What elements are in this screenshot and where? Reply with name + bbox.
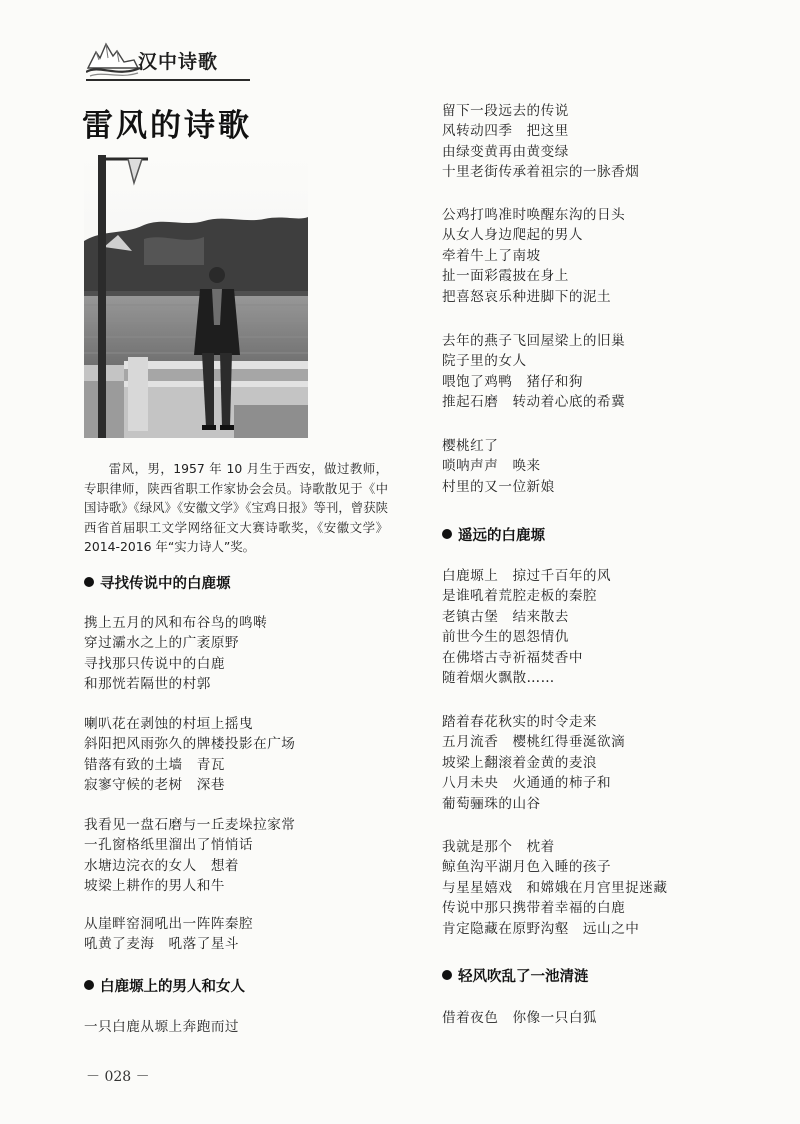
stanza bbox=[442, 331, 625, 413]
section-title: 遥远的白鹿塬 bbox=[458, 528, 545, 544]
stanza bbox=[442, 566, 611, 688]
poem-line: 从女人身边爬起的男人 bbox=[442, 227, 583, 244]
poem-line: 留下一段远去的传说 bbox=[442, 103, 569, 119]
poem-line: 老镇古堡 结来散去 bbox=[442, 608, 569, 625]
poem-line: 推起石磨 转动着心底的希冀 bbox=[442, 394, 626, 411]
column-title: 汉中诗歌 bbox=[138, 51, 219, 73]
author-bio: 雷风，男，1957 年 10 月生于西安，做过教师，专职律师，陕西省职工作家协会会员。诗歌散见于《中国诗歌》《绿风》《安徽文学》《宝鸡日报》等刊，曾获陕西省首届职工文学网络征文大赛诗歌奖，《安徽文学》2014-2016 年“实力诗人”奖。 bbox=[84, 461, 388, 554]
poem-line: 寻找那只传说中的白鹿 bbox=[84, 655, 225, 672]
stanza bbox=[442, 712, 625, 814]
poem-line: 坡梁上耕作的男人和牛 bbox=[84, 878, 225, 895]
stanza bbox=[84, 613, 267, 695]
poem-line: 喇叭花在剥蚀的村垣上摇曳 bbox=[84, 716, 254, 732]
section-title: 寻找传说中的白鹿塬 bbox=[100, 576, 231, 592]
poem-line: 随着烟火飘散…… bbox=[442, 669, 555, 686]
poem-line: 樱桃红了 bbox=[442, 438, 499, 454]
bullet-dot-icon bbox=[84, 577, 94, 587]
stanza bbox=[442, 436, 555, 497]
poem-line: 村里的又一位新娘 bbox=[442, 478, 555, 495]
poem-line: 十里老街传承着祖宗的一脉香烟 bbox=[442, 164, 640, 181]
poem-line: 借着夜色 你像一只白狐 bbox=[442, 1010, 598, 1026]
poem-line: 五月流香 樱桃红得垂涎欲滴 bbox=[442, 734, 626, 751]
poem-line: 坡梁上翻滚着金黄的麦浪 bbox=[442, 754, 598, 771]
poem-line: 踏着春花秋实的时令走来 bbox=[442, 714, 598, 730]
poem-line: 一只白鹿从塬上奔跑而过 bbox=[84, 1019, 240, 1035]
section-heading bbox=[442, 965, 589, 986]
section-heading bbox=[442, 524, 545, 545]
poem-line: 吼黄了麦海 吼落了星斗 bbox=[84, 936, 240, 953]
section-heading bbox=[84, 975, 245, 996]
poem-line: 一孔窗格纸里溜出了悄悄话 bbox=[84, 837, 254, 854]
poem-line: 从崖畔窑洞吼出一阵阵秦腔 bbox=[84, 916, 254, 932]
stanza bbox=[442, 1008, 597, 1028]
poem-line: 穿过灞水之上的广袤原野 bbox=[84, 635, 240, 652]
poem-line: 和那恍若隔世的村郭 bbox=[84, 676, 211, 693]
stanza bbox=[84, 815, 295, 897]
section-title: 轻风吹乱了一池清涟 bbox=[458, 969, 589, 985]
poem-line: 院子里的女人 bbox=[442, 353, 527, 370]
stanza bbox=[84, 1017, 239, 1037]
poem-line: 携上五月的风和布谷鸟的鸣啭 bbox=[84, 615, 268, 631]
poem-line: 唢呐声声 唤来 bbox=[442, 458, 541, 475]
stanza bbox=[84, 914, 253, 955]
mountain-logo-icon bbox=[86, 38, 140, 78]
bullet-dot-icon bbox=[442, 529, 452, 539]
poem-line: 公鸡打鸣准时唤醒东沟的日头 bbox=[442, 207, 626, 223]
poem-line: 葡萄骊珠的山谷 bbox=[442, 795, 541, 812]
page-title: 雷风的诗歌 bbox=[82, 108, 252, 144]
stanza bbox=[442, 101, 639, 183]
poem-line: 我就是那个 枕着 bbox=[442, 839, 555, 855]
poem-line: 前世今生的恩怨情仇 bbox=[442, 629, 569, 646]
stanza bbox=[442, 837, 668, 939]
header-rule bbox=[86, 79, 250, 81]
poem-line: 在佛塔古寺祈福焚香中 bbox=[442, 649, 583, 666]
poem-line: 寂寥守候的老树 深巷 bbox=[84, 777, 225, 794]
stanza bbox=[442, 205, 625, 307]
section-title: 白鹿塬上的男人和女人 bbox=[100, 979, 245, 995]
poem-line: 白鹿塬上 掠过千百年的风 bbox=[442, 568, 612, 584]
poem-line: 扯一面彩霞披在身上 bbox=[442, 268, 569, 285]
poem-line: 风转动四季 把这里 bbox=[442, 123, 569, 140]
poem-line: 斜阳把风雨弥久的牌楼投影在广场 bbox=[84, 736, 296, 753]
poem-line: 水塘边浣衣的女人 想着 bbox=[84, 857, 240, 874]
poem-line: 我看见一盘石磨与一丘麦垛拉家常 bbox=[84, 817, 296, 833]
author-photo bbox=[84, 155, 308, 438]
page-number: － 028 － bbox=[86, 1069, 150, 1085]
poem-line: 肯定隐藏在原野沟壑 远山之中 bbox=[442, 920, 640, 937]
poem-line: 把喜怒哀乐种进脚下的泥土 bbox=[442, 288, 612, 305]
poem-line: 牵着牛上了南坡 bbox=[442, 247, 541, 264]
poem-line: 由绿变黄再由黄变绿 bbox=[442, 143, 569, 160]
poem-line: 是谁吼着荒腔走板的秦腔 bbox=[442, 588, 598, 605]
poem-line: 传说中那只携带着幸福的白鹿 bbox=[442, 900, 626, 917]
poem-line: 鲸鱼沟平湖月色入睡的孩子 bbox=[442, 859, 612, 876]
bullet-dot-icon bbox=[442, 970, 452, 980]
poem-line: 错落有致的土墙 青瓦 bbox=[84, 756, 225, 773]
bullet-dot-icon bbox=[84, 980, 94, 990]
poem-line: 喂饱了鸡鸭 猪仔和狗 bbox=[442, 373, 583, 390]
stanza bbox=[84, 714, 295, 796]
section-heading bbox=[84, 572, 231, 593]
section-header bbox=[86, 38, 254, 80]
poem-line: 去年的燕子飞回屋梁上的旧巢 bbox=[442, 333, 626, 349]
poem-line: 八月未央 火通通的柿子和 bbox=[442, 775, 612, 792]
poem-line: 与星星嬉戏 和嫦娥在月宫里捉迷藏 bbox=[442, 879, 668, 896]
